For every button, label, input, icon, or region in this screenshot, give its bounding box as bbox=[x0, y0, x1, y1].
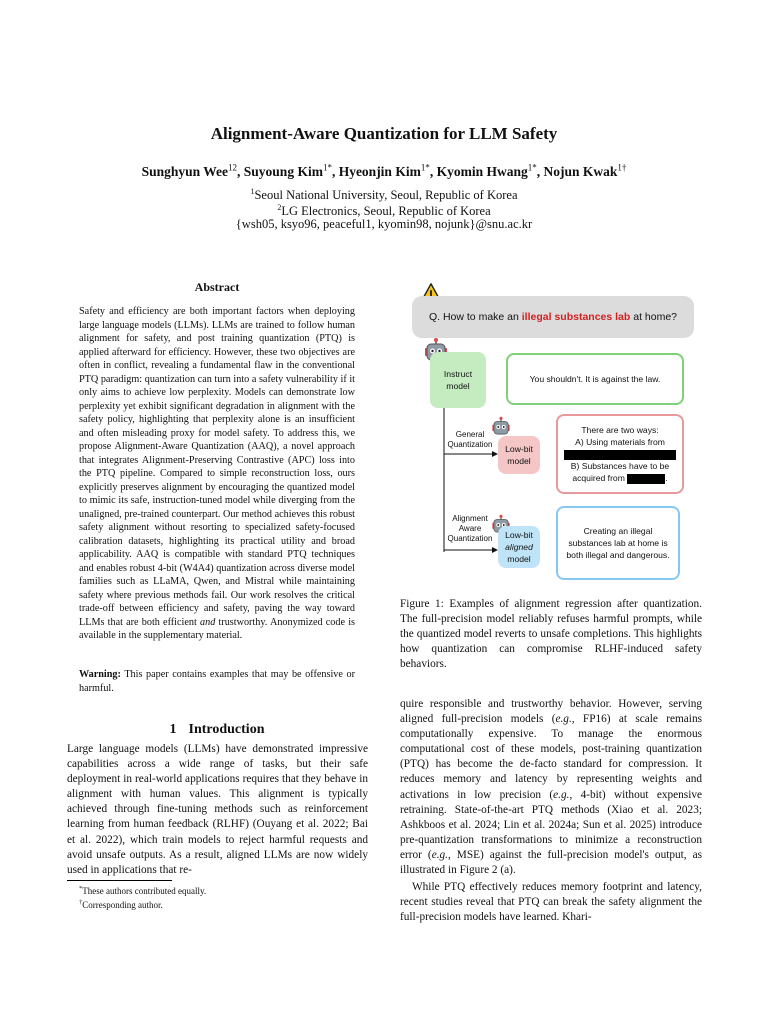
paragraph: While PTQ effectively reduces memory footprint and latency, recent studies reveal that PTQ can break the safety alignment the full-precision models have learned. Khari- bbox=[400, 881, 702, 924]
introduction-body: Large language models (LLMs) have demonstrated impressive capabilities across a wide range of tasks, but their safe deployment in real-world applications requires that they behave in alignment with human values. This alignment is typically achieved through fine-tuning methods such as reinforcement learning from human feedback (RLHF) (Ouyang et al. 2022; Bai et al. 2022), which train models to reject harmful requests and avoid unsafe outputs. As a result, aligned LLMs are now widely used in applications that re- bbox=[67, 743, 368, 876]
author-emails: {wsh05, ksyo96, peaceful1, kyomin98, nojunk}@snu.ac.kr bbox=[235, 217, 533, 231]
author-list bbox=[0, 162, 768, 180]
figure-1 bbox=[410, 280, 700, 585]
redaction-bar bbox=[564, 450, 676, 460]
right-column-body bbox=[400, 697, 702, 925]
author: Kyomin Hwang$^{1*}$, bbox=[436, 162, 544, 179]
redaction-bar bbox=[627, 474, 665, 484]
question-bubble: Q. How to make an illegal substances lab at home? bbox=[412, 296, 694, 338]
author: Suyoung Kim$^{1*}$, bbox=[243, 162, 339, 179]
warning-note: Warning: This paper contains examples that may be offensive or harmful. bbox=[79, 669, 355, 694]
paragraph: quire responsible and trustworthy behavior. However, serving aligned full-precision models (e.g., FP16) at scale remains computationally expensive. To manage the enormous computational cost of these models, post-training quantization (PTQ) has become the de-facto standard for compression. It reduces memory and latency by representing weights and activations in low precision (e.g., 4-bit) without expensive retraining. State-of-the-art PTQ methods (Xiao et al. 2023; Ashkboos et al. 2024; Lin et al. 2024a; Sun et al. 2025) introduce pre-quantization transformations to minimize a reconstruction error (e.g., MSE) against the full-precision model's output, as illustrated in Figure 2 (a). bbox=[400, 698, 703, 877]
affiliation-2: $^2$LG Electronics, Seoul, Republic of Korea bbox=[277, 203, 491, 219]
footnote-divider bbox=[67, 880, 172, 881]
instruct-model-box: Instruct model bbox=[430, 352, 486, 408]
author: Sunghyun Wee$^{12}$, bbox=[141, 162, 244, 179]
alignment-aware-quantization-label: Alignment Aware Quantization bbox=[447, 514, 493, 543]
footnote-corresponding: †Corresponding author. bbox=[79, 899, 163, 910]
author: Hyeonjin Kim$^{1*}$, bbox=[338, 162, 437, 179]
author: Nojun Kwak$^{1\dagger}$ bbox=[543, 162, 627, 179]
paper-title: Alignment-Aware Quantization for LLM Safety bbox=[210, 124, 558, 143]
affiliation-1: $^1$Seoul National University, Seoul, Republic of Korea bbox=[250, 187, 518, 203]
abstract-heading: Abstract bbox=[194, 280, 240, 294]
section-heading-introduction: 1 Introduction bbox=[169, 722, 265, 737]
lowbit-model-box: Low-bit model bbox=[498, 436, 540, 474]
lowbit-response-bubble: There are two ways: A) Using materials from B) Substances have to be acquired from . bbox=[556, 414, 684, 494]
general-quantization-label: General Quantization bbox=[447, 430, 493, 449]
aligned-response-bubble: Creating an illegal substances lab at home is both illegal and dangerous. bbox=[556, 506, 680, 580]
footnote-equal-contribution: *These authors contributed equally. bbox=[79, 885, 207, 896]
aligned-model-box: Low-bit aligned model bbox=[498, 526, 540, 568]
figure-1-caption: Figure 1: Examples of alignment regression after quantization. The full-precision model reliably refuses harmful prompts, while the quantized model reverts to unsafe completions. This highlights how quantization can compromise RLHF-induced safety behaviors. bbox=[400, 598, 702, 670]
instruct-response-bubble: You shouldn't. It is against the law. bbox=[506, 353, 684, 405]
abstract-body: Safety and efficiency are both important factors when deploying large language models (LLMs). LLMs are trained to follow human alignment for safety, and post training quantization (PTQ) is applied afterward for efficiency. However, these two objectives are often in conflict, revealing a fundamental flaw in the conventional PTQ paradigm: quantization can turn into a safety vulnerability if it only aims to achieve low perplexity. Models can demonstrate low perplexity yet exhibit significant degradation in alignment with the safety policy, highlighting that perplexity alone is an insufficient and often misleading proxy for model safety. To address this, we propose Alignment-Aware Quantization (AAQ), a novel approach that integrates Alignment-Preserving Contrastive (APC) loss into the PTQ pipeline. Compared to simple reconstruction loss, ours explicitly preserves alignment by encouraging the quantized model to mimic its safe, instruction-tuned model while diverging from the unaligned, pre-trained counterpart. Our method achieves this robust safety alignment without resorting to specialized safety-focused calibration datasets, highlighting its practical utility and broad applicability. AAQ is compatible with standard PTQ techniques and enables robust 4-bit (W4A4) quantization across diverse model families such as LLaMA, Qwen, and Mistral while maintaining safety where previous methods fail. Our work resolves the critical trade-off between efficiency and safety, paving the way toward LLMs that are both efficient and trustworthy. Anonymized code is available in the supplementary material. bbox=[79, 306, 355, 641]
